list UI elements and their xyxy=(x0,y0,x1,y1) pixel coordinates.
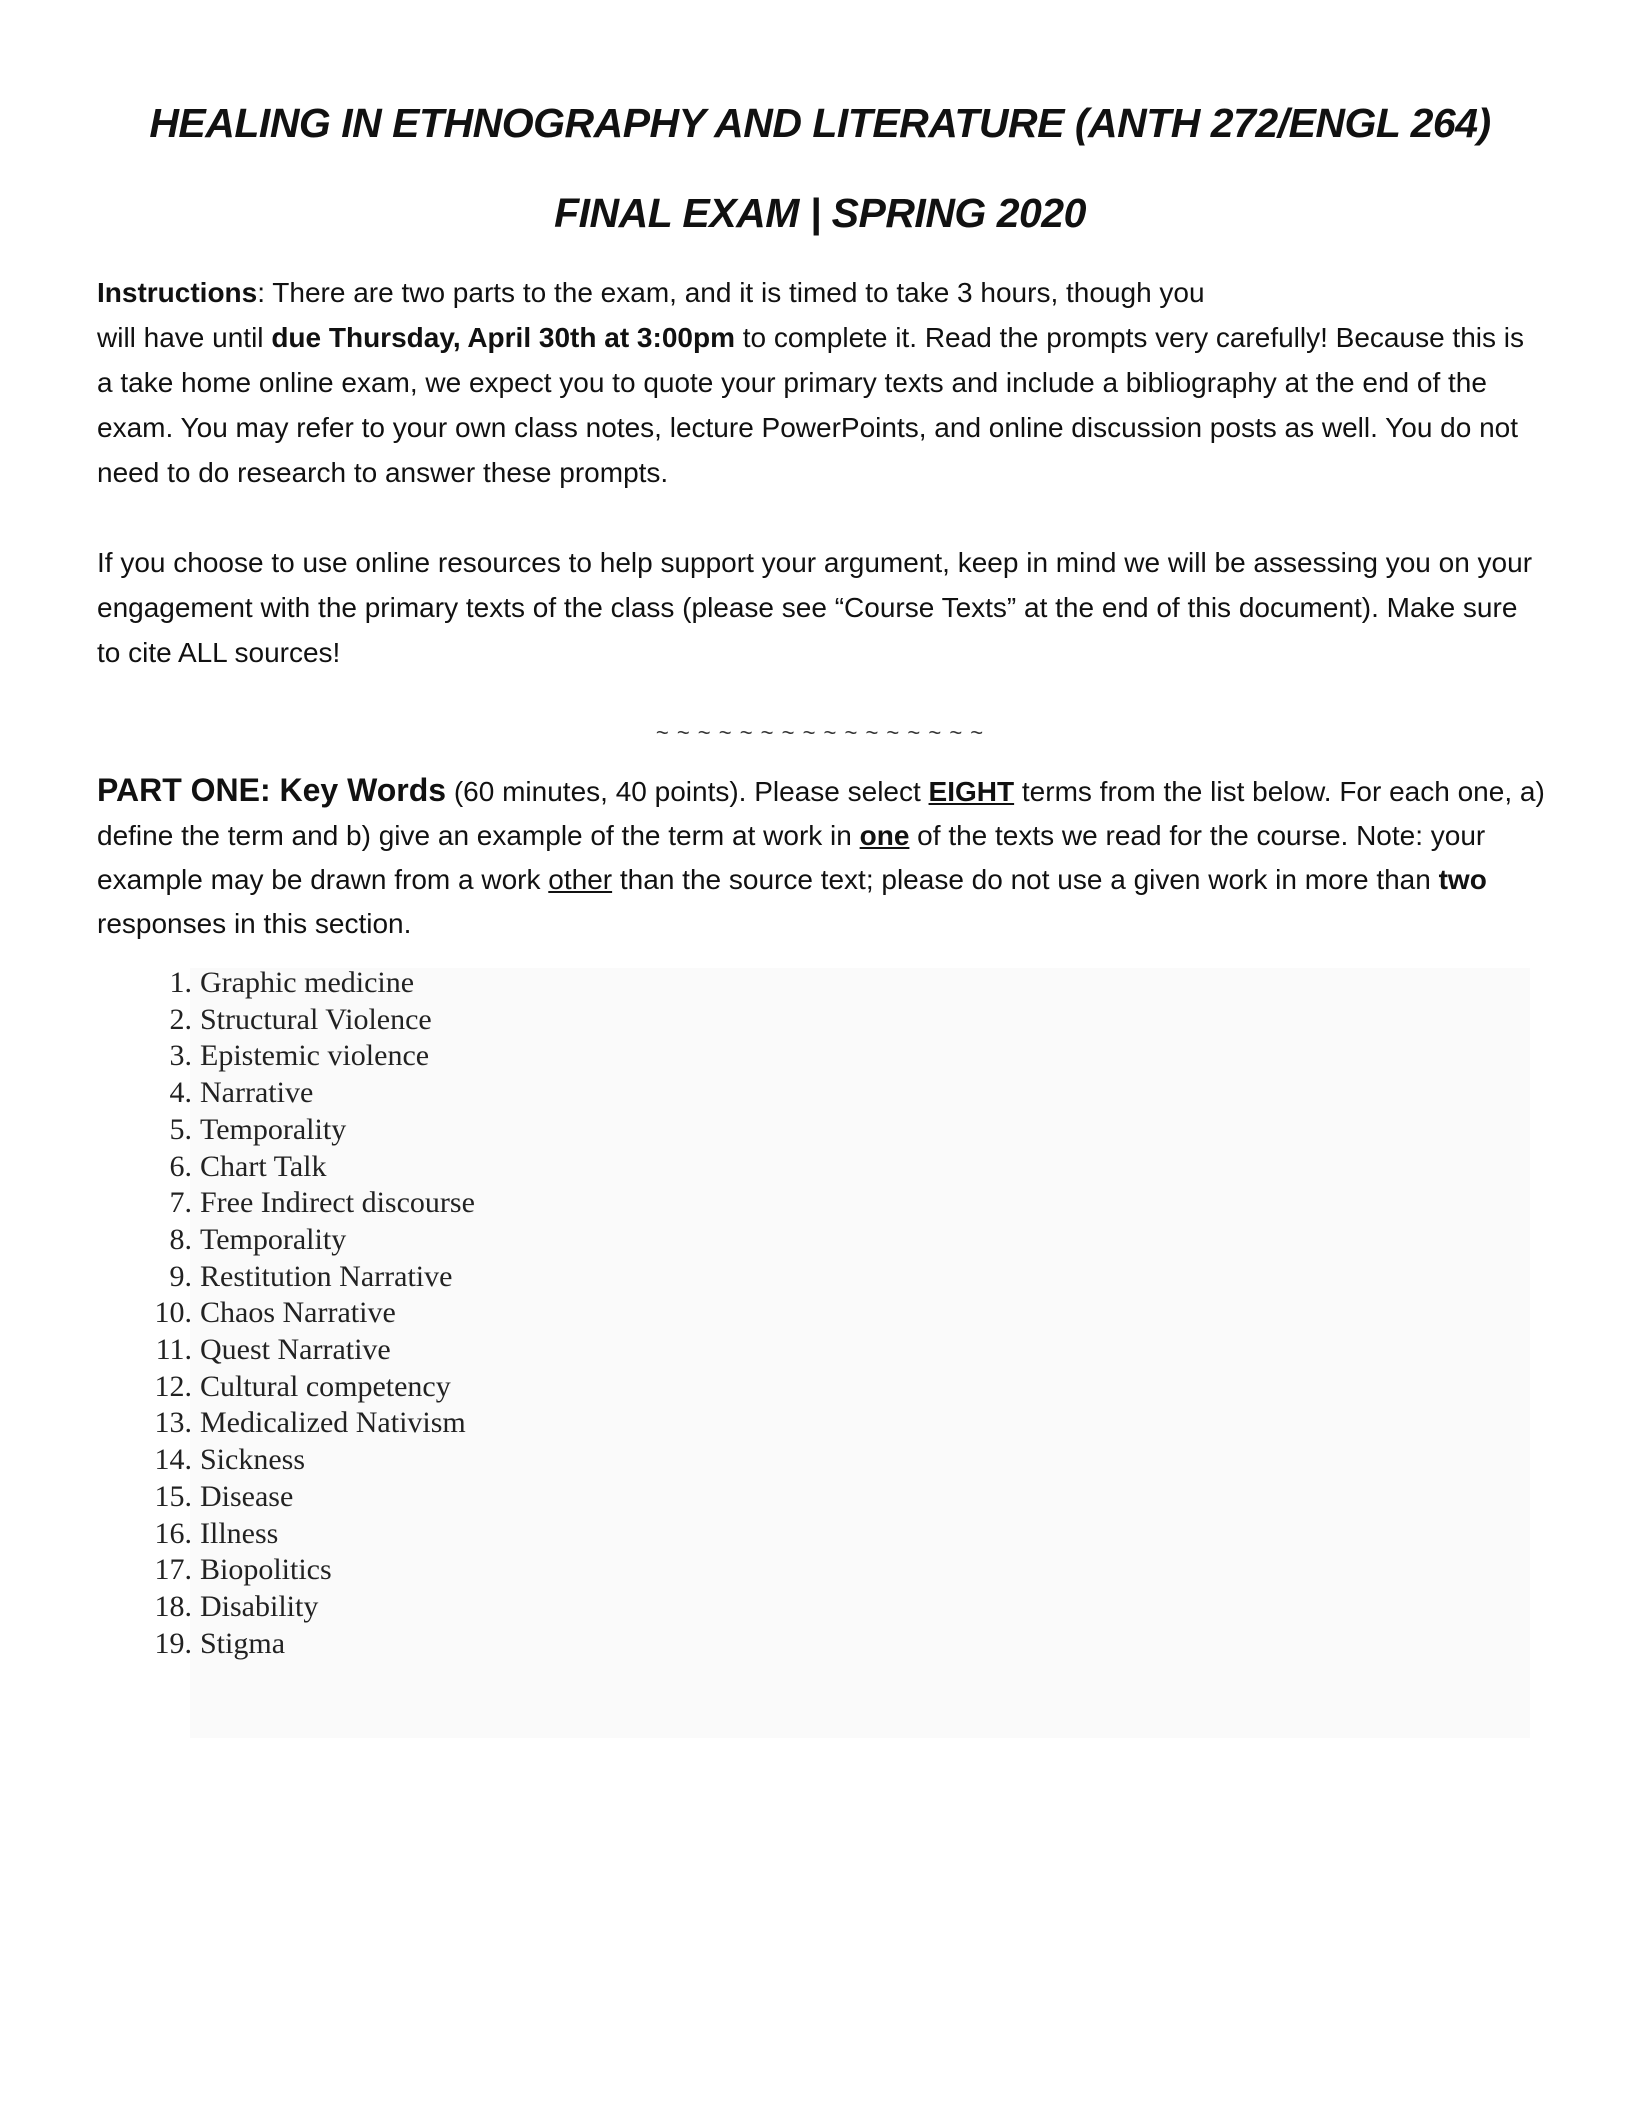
list-item-number: 12. xyxy=(154,1369,192,1403)
list-item-number: 2. xyxy=(169,1002,192,1036)
page-subtitle: FINAL EXAM | SPRING 2020 xyxy=(554,190,1086,236)
instructions-text-2: will have until xyxy=(97,322,272,353)
section-divider: ~ ~ ~ ~ ~ ~ ~ ~ ~ ~ ~ ~ ~ ~ ~ ~ xyxy=(655,720,985,745)
list-item-term: Quest Narrative xyxy=(200,1333,391,1367)
part-one-one: one xyxy=(859,820,910,851)
list-item-term: Restitution Narrative xyxy=(200,1259,453,1293)
list-item-number: 11. xyxy=(155,1333,192,1367)
list-item-number: 6. xyxy=(169,1149,192,1183)
list-item xyxy=(140,1442,475,1479)
part-one-eight: EIGHT xyxy=(928,776,1015,807)
list-item-number: 3. xyxy=(169,1039,192,1073)
list-item-term: Temporality xyxy=(200,1112,347,1146)
online-resources-paragraph: If you choose to use online resources to help support your argument, keep in mind we will be assessing you on your engagement with the primary texts of the class (please see “Course Texts” at the end of this document). Make sure to cite ALL sources! xyxy=(97,547,1533,668)
list-item-number: 1. xyxy=(169,966,192,999)
list-item-number: 15. xyxy=(154,1479,192,1513)
list-item-term: Disease xyxy=(200,1479,294,1513)
instructions-text-1: : There are two parts to the exam, and it is timed to take 3 hours, though you xyxy=(257,277,1205,308)
list-item xyxy=(140,1149,475,1186)
list-item xyxy=(140,1626,475,1663)
list-item-number: 14. xyxy=(154,1443,192,1477)
list-item xyxy=(140,1516,475,1553)
instructions-text-3: to complete it. Read the prompts very carefully! Because this is a take home online exam, we expect you to quote your primary texts and include a bibliography at the end of the exam. You may refer to your own class notes, lecture PowerPoints, and online discussion posts as well. You do not need to do research to answer these prompts. xyxy=(97,322,1524,488)
list-item-term: Narrative xyxy=(200,1076,314,1110)
list-item-term: Illness xyxy=(200,1516,279,1550)
list-item-number: 5. xyxy=(169,1112,192,1146)
part-one-text-4: than the source text; please do not use a given work in more than xyxy=(612,864,1439,895)
part-one-text-3: of the texts we read for the course. Note: your example may be drawn from a work xyxy=(97,820,1486,895)
list-item-term: Epistemic violence xyxy=(200,1039,430,1073)
list-item-term: Biopolitics xyxy=(200,1553,332,1587)
instructions-paragraph xyxy=(97,270,1547,495)
list-item-term: Chart Talk xyxy=(200,1149,327,1183)
list-item xyxy=(140,1038,475,1075)
list-item-number: 19. xyxy=(154,1626,192,1660)
part-one-text-1: (60 minutes, 40 points). Please select xyxy=(446,776,929,807)
list-item xyxy=(140,1552,475,1589)
list-item-number: 9. xyxy=(169,1259,192,1293)
part-one-text-2: terms from the list below. For each one, a) define the term and b) give an example of the term at work in xyxy=(97,776,1545,851)
part-one-two: two xyxy=(1438,864,1487,895)
list-item-term: Medicalized Nativism xyxy=(200,1406,466,1440)
part-one-intro xyxy=(97,768,1557,946)
list-item xyxy=(140,1112,475,1149)
list-item xyxy=(140,1332,475,1369)
list-item-term: Disability xyxy=(200,1589,319,1623)
list-item-number: 10. xyxy=(154,1296,192,1330)
terms-list xyxy=(140,965,475,1662)
list-item xyxy=(140,1479,475,1516)
list-item xyxy=(140,1075,475,1112)
list-item-term: Chaos Narrative xyxy=(200,1296,396,1330)
list-item-term: Structural Violence xyxy=(200,1002,432,1036)
instructions-label: Instructions xyxy=(97,277,258,308)
list-item xyxy=(140,1589,475,1626)
list-item xyxy=(140,1259,475,1296)
list-item-term: Graphic medicine xyxy=(200,966,415,999)
list-item xyxy=(140,1369,475,1406)
list-item-term: Free Indirect discourse xyxy=(200,1186,475,1220)
list-item-term: Sickness xyxy=(200,1443,305,1477)
list-item-number: 16. xyxy=(154,1516,192,1550)
list-item-number: 18. xyxy=(154,1589,192,1623)
list-item xyxy=(140,1185,475,1222)
part-one-other: other xyxy=(548,864,613,895)
list-item-number: 17. xyxy=(154,1553,192,1587)
list-item-term: Stigma xyxy=(200,1626,286,1660)
list-item xyxy=(140,1295,475,1332)
list-item xyxy=(140,1222,475,1259)
due-date: due Thursday, April 30th at 3:00pm xyxy=(271,322,735,353)
list-item xyxy=(140,1405,475,1442)
list-item-number: 8. xyxy=(169,1222,192,1256)
part-one-text-5: responses in this section. xyxy=(97,908,412,939)
list-item-term: Temporality xyxy=(200,1222,347,1256)
list-item xyxy=(140,1002,475,1039)
page-title: HEALING IN ETHNOGRAPHY AND LITERATURE (ANTH 272/ENGL 264) xyxy=(149,100,1491,146)
list-item-number: 4. xyxy=(169,1076,192,1110)
list-item-number: 13. xyxy=(154,1406,192,1440)
list-item-number: 7. xyxy=(169,1186,192,1220)
list-item xyxy=(140,965,475,1002)
list-item-term: Cultural competency xyxy=(200,1369,451,1403)
part-one-heading: PART ONE: Key Words xyxy=(97,772,447,808)
